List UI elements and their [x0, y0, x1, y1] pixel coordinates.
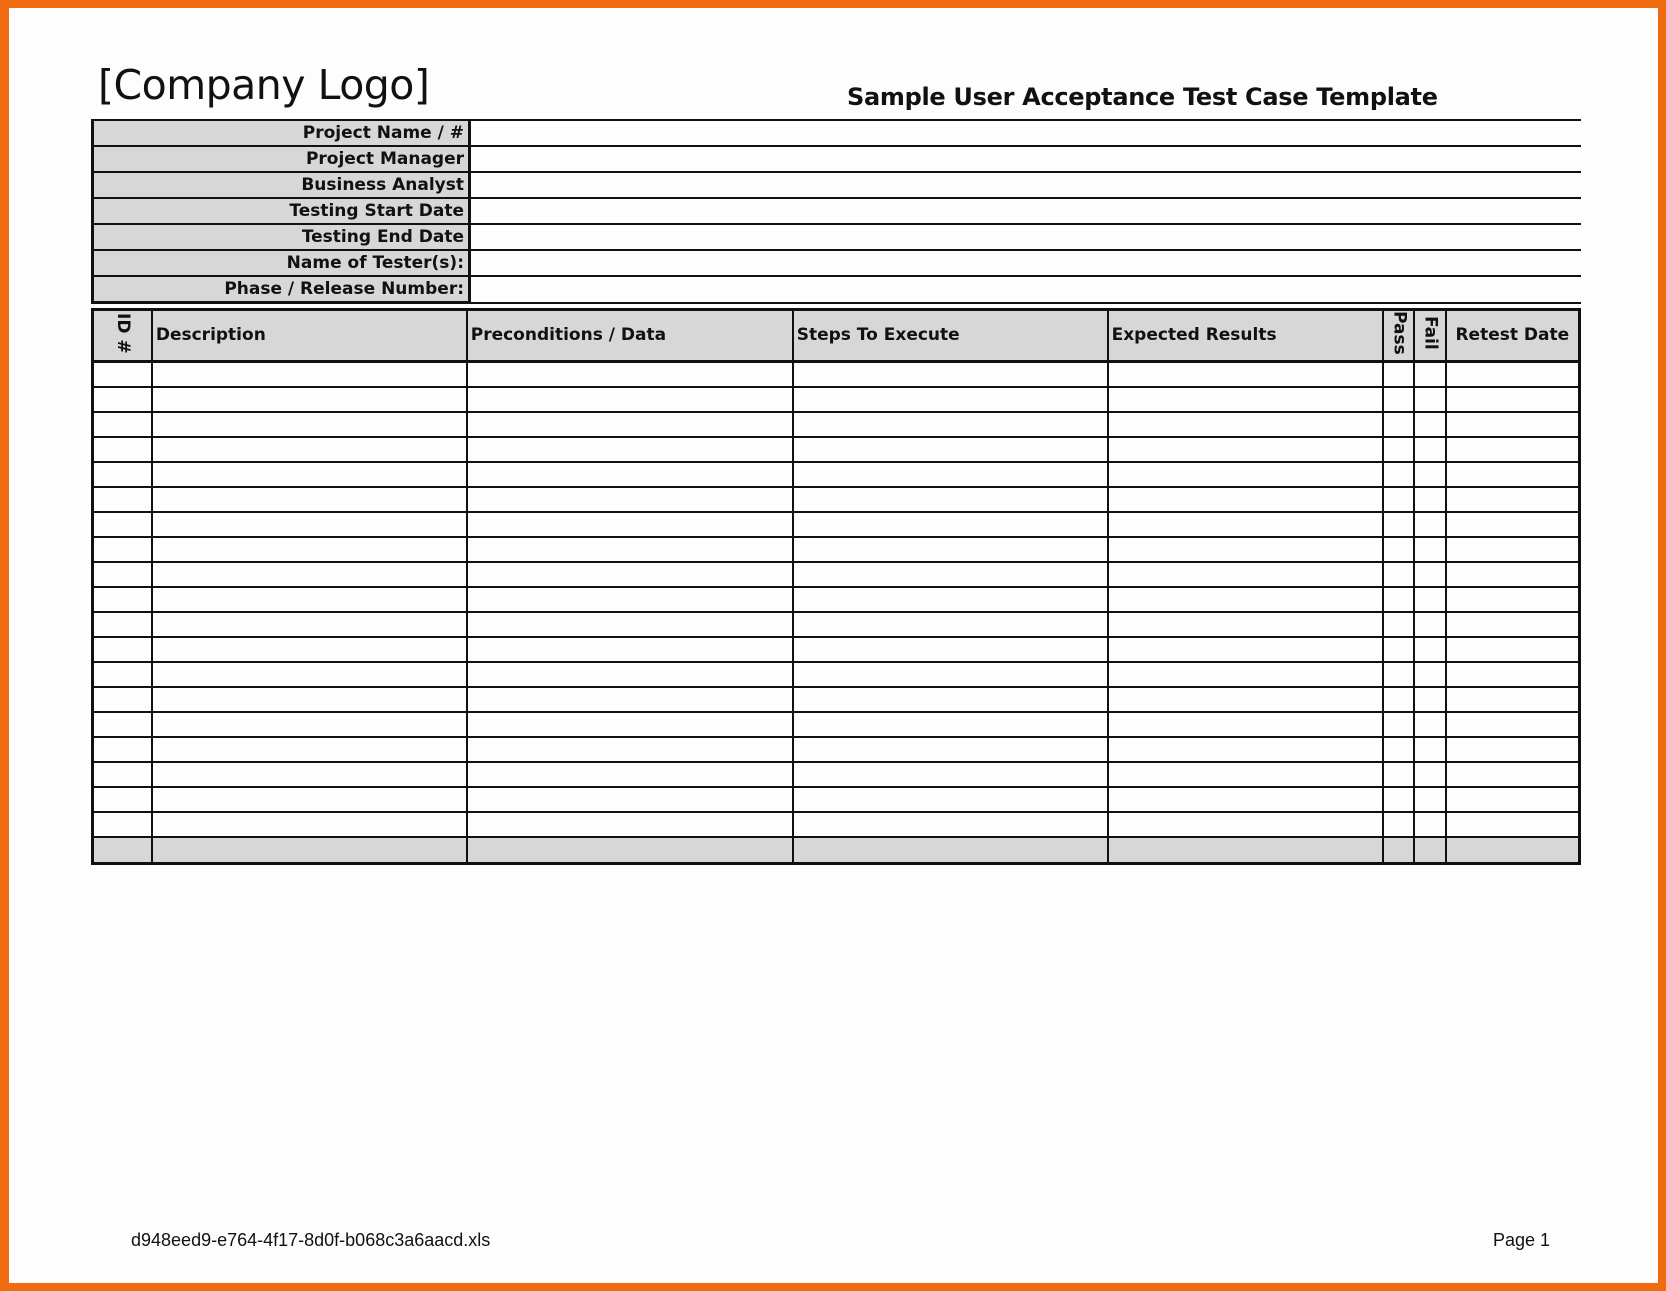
column-header-pass-label: Pass	[1389, 311, 1410, 355]
tester-names-label: Name of Tester(s):	[93, 250, 470, 276]
footer-filename: d948eed9-e764-4f17-8d0f-b068c3a6aacd.xls	[131, 1230, 491, 1250]
table-cell[interactable]	[152, 487, 467, 512]
column-header-fail-label: Fail	[1420, 315, 1441, 350]
table-row	[93, 787, 1580, 812]
table-cell[interactable]	[1108, 361, 1384, 387]
table-cell[interactable]	[1108, 762, 1384, 787]
table-cell[interactable]	[93, 687, 152, 712]
info-row	[93, 146, 1582, 172]
table-row	[93, 612, 1580, 637]
table-cell[interactable]	[152, 537, 467, 562]
table-cell[interactable]	[152, 662, 467, 687]
table-cell[interactable]	[1383, 462, 1414, 487]
table-cell[interactable]	[1446, 762, 1580, 787]
table-cell[interactable]	[1414, 637, 1445, 662]
worksheet-page	[9, 8, 1658, 1283]
table-cell[interactable]	[152, 687, 467, 712]
testing-end-date-field[interactable]	[470, 224, 1582, 250]
table-cell[interactable]	[793, 637, 1108, 662]
table-cell[interactable]	[793, 812, 1108, 837]
table-total-row	[93, 837, 1580, 864]
table-cell[interactable]	[793, 662, 1108, 687]
table-cell[interactable]	[1383, 512, 1414, 537]
column-header-expected-results: Expected Results	[1108, 310, 1384, 362]
table-cell[interactable]	[1414, 712, 1445, 737]
header-row	[93, 310, 1580, 362]
table-cell[interactable]	[467, 562, 793, 587]
table-cell[interactable]	[1383, 687, 1414, 712]
table-cell[interactable]	[1414, 737, 1445, 762]
table-cell[interactable]	[467, 787, 793, 812]
table-cell[interactable]	[1446, 662, 1580, 687]
table-cell[interactable]	[1108, 612, 1384, 637]
project-manager-label: Project Manager	[93, 146, 470, 172]
table-cell[interactable]	[1383, 837, 1414, 864]
table-cell[interactable]	[93, 737, 152, 762]
business-analyst-label: Business Analyst	[93, 172, 470, 198]
table-cell[interactable]	[1446, 812, 1580, 837]
table-cell[interactable]	[152, 762, 467, 787]
testing-start-date-field[interactable]	[470, 198, 1582, 224]
table-cell[interactable]	[793, 712, 1108, 737]
table-row	[93, 562, 1580, 587]
table-cell[interactable]	[152, 437, 467, 462]
table-cell[interactable]	[1414, 812, 1445, 837]
table-cell[interactable]	[1414, 361, 1445, 387]
table-cell[interactable]	[1108, 387, 1384, 412]
table-cell[interactable]	[467, 361, 793, 387]
table-cell[interactable]	[93, 387, 152, 412]
table-cell[interactable]	[1414, 762, 1445, 787]
table-cell[interactable]	[152, 462, 467, 487]
table-cell[interactable]	[93, 712, 152, 737]
table-cell[interactable]	[93, 587, 152, 612]
column-header-id-label: ID #	[112, 312, 133, 354]
table-cell[interactable]	[152, 361, 467, 387]
table-cell[interactable]	[1446, 537, 1580, 562]
testing-end-date-label: Testing End Date	[93, 224, 470, 250]
table-cell[interactable]	[93, 837, 152, 864]
table-cell[interactable]	[1414, 462, 1445, 487]
table-row	[93, 462, 1580, 487]
table-cell[interactable]	[1383, 387, 1414, 412]
table-cell[interactable]	[152, 412, 467, 437]
table-row	[93, 687, 1580, 712]
table-cell[interactable]	[467, 587, 793, 612]
table-cell[interactable]	[1383, 612, 1414, 637]
table-cell[interactable]	[93, 361, 152, 387]
table-cell[interactable]	[93, 487, 152, 512]
table-cell[interactable]	[1446, 412, 1580, 437]
table-cell[interactable]	[1414, 612, 1445, 637]
info-row	[93, 120, 1582, 146]
table-cell[interactable]	[1108, 412, 1384, 437]
info-row	[93, 198, 1582, 224]
table-cell[interactable]	[1383, 787, 1414, 812]
table-cell[interactable]	[1446, 361, 1580, 387]
table-cell[interactable]	[1383, 812, 1414, 837]
table-cell[interactable]	[152, 587, 467, 612]
table-cell[interactable]	[1446, 712, 1580, 737]
table-cell[interactable]	[1383, 562, 1414, 587]
table-cell[interactable]	[1446, 737, 1580, 762]
table-cell[interactable]	[1414, 837, 1445, 864]
table-cell[interactable]	[1446, 612, 1580, 637]
table-cell[interactable]	[1108, 512, 1384, 537]
table-row	[93, 537, 1580, 562]
table-cell[interactable]	[1414, 587, 1445, 612]
table-cell[interactable]	[93, 812, 152, 837]
table-cell[interactable]	[1446, 462, 1580, 487]
table-cell[interactable]	[1383, 412, 1414, 437]
table-cell[interactable]	[1414, 537, 1445, 562]
column-header-id	[93, 310, 152, 362]
table-cell[interactable]	[793, 487, 1108, 512]
table-cell[interactable]	[1414, 387, 1445, 412]
project-name-field[interactable]	[470, 120, 1582, 146]
table-cell[interactable]	[93, 437, 152, 462]
info-row	[93, 172, 1582, 198]
table-cell[interactable]	[152, 637, 467, 662]
table-cell[interactable]	[93, 562, 152, 587]
table-cell[interactable]	[152, 737, 467, 762]
table-cell[interactable]	[467, 812, 793, 837]
table-cell[interactable]	[467, 837, 793, 864]
table-cell[interactable]	[1383, 361, 1414, 387]
table-cell[interactable]	[1383, 437, 1414, 462]
table-cell[interactable]	[793, 587, 1108, 612]
table-cell[interactable]	[93, 612, 152, 637]
table-row	[93, 361, 1580, 387]
business-analyst-field[interactable]	[470, 172, 1582, 198]
table-cell[interactable]	[467, 712, 793, 737]
table-cell[interactable]	[1414, 412, 1445, 437]
table-row	[93, 437, 1580, 462]
table-cell[interactable]	[1414, 687, 1445, 712]
table-cell[interactable]	[152, 712, 467, 737]
table-cell[interactable]	[793, 512, 1108, 537]
table-cell[interactable]	[1446, 787, 1580, 812]
tester-names-field[interactable]	[470, 250, 1582, 276]
table-cell[interactable]	[1383, 587, 1414, 612]
table-cell[interactable]	[467, 537, 793, 562]
table-cell[interactable]	[467, 612, 793, 637]
table-cell[interactable]	[152, 612, 467, 637]
table-cell[interactable]	[1414, 562, 1445, 587]
table-cell[interactable]	[1446, 437, 1580, 462]
table-cell[interactable]	[793, 612, 1108, 637]
table-cell[interactable]	[1108, 737, 1384, 762]
table-cell[interactable]	[467, 462, 793, 487]
table-cell[interactable]	[152, 812, 467, 837]
table-row	[93, 662, 1580, 687]
table-cell[interactable]	[1108, 637, 1384, 662]
table-cell[interactable]	[1446, 387, 1580, 412]
table-cell[interactable]	[1383, 637, 1414, 662]
table-cell[interactable]	[1446, 562, 1580, 587]
table-cell[interactable]	[93, 787, 152, 812]
table-cell[interactable]	[467, 437, 793, 462]
table-cell[interactable]	[793, 787, 1108, 812]
table-row	[93, 487, 1580, 512]
table-row	[93, 412, 1580, 437]
table-row	[93, 762, 1580, 787]
project-name-label: Project Name / #	[93, 120, 470, 146]
table-cell[interactable]	[1446, 687, 1580, 712]
table-row	[93, 812, 1580, 837]
table-cell[interactable]	[1108, 487, 1384, 512]
table-cell[interactable]	[1108, 787, 1384, 812]
table-row	[93, 712, 1580, 737]
footer-page-number: Page 1	[1493, 1230, 1551, 1250]
info-row	[93, 276, 1582, 303]
table-cell[interactable]	[793, 361, 1108, 387]
table-row	[93, 587, 1580, 612]
table-row	[93, 737, 1580, 762]
phase-release-field[interactable]	[470, 276, 1582, 303]
table-cell[interactable]	[1446, 512, 1580, 537]
table-cell[interactable]	[467, 687, 793, 712]
table-cell[interactable]	[1108, 662, 1384, 687]
table-cell[interactable]	[793, 562, 1108, 587]
table-cell[interactable]	[1446, 487, 1580, 512]
table-cell[interactable]	[793, 762, 1108, 787]
table-cell[interactable]	[93, 662, 152, 687]
phase-release-label: Phase / Release Number:	[93, 276, 470, 303]
column-header-preconditions: Preconditions / Data	[467, 310, 793, 362]
document-title: Sample User Acceptance Test Case Template	[847, 83, 1438, 111]
table-cell[interactable]	[467, 487, 793, 512]
table-cell[interactable]	[467, 762, 793, 787]
table-cell[interactable]	[93, 412, 152, 437]
table-cell[interactable]	[793, 737, 1108, 762]
table-cell[interactable]	[1108, 587, 1384, 612]
table-cell[interactable]	[467, 737, 793, 762]
table-row	[93, 512, 1580, 537]
table-cell[interactable]	[467, 412, 793, 437]
table-cell[interactable]	[793, 437, 1108, 462]
table-cell[interactable]	[1414, 437, 1445, 462]
table-cell[interactable]	[1108, 462, 1384, 487]
table-cell[interactable]	[793, 412, 1108, 437]
table-cell[interactable]	[93, 762, 152, 787]
table-cell[interactable]	[793, 837, 1108, 864]
column-header-retest-date: Retest Date	[1446, 310, 1580, 362]
info-row	[93, 250, 1582, 276]
table-cell[interactable]	[793, 687, 1108, 712]
table-cell[interactable]	[93, 462, 152, 487]
column-header-steps: Steps To Execute	[793, 310, 1108, 362]
table-cell[interactable]	[793, 537, 1108, 562]
table-cell[interactable]	[467, 662, 793, 687]
column-header-fail	[1414, 310, 1445, 362]
table-cell[interactable]	[1446, 637, 1580, 662]
company-logo-placeholder: [Company Logo]	[98, 61, 430, 109]
table-cell[interactable]	[793, 462, 1108, 487]
table-cell[interactable]	[152, 562, 467, 587]
table-cell[interactable]	[1414, 787, 1445, 812]
table-cell[interactable]	[793, 387, 1108, 412]
table-cell[interactable]	[1108, 812, 1384, 837]
table-row	[93, 637, 1580, 662]
table-cell[interactable]	[1383, 737, 1414, 762]
table-cell[interactable]	[1414, 487, 1445, 512]
table-cell[interactable]	[1108, 687, 1384, 712]
table-cell[interactable]	[1108, 437, 1384, 462]
table-row	[93, 387, 1580, 412]
table-cell[interactable]	[93, 537, 152, 562]
table-cell[interactable]	[152, 387, 467, 412]
table-cell[interactable]	[467, 512, 793, 537]
table-cell[interactable]	[1108, 537, 1384, 562]
table-cell[interactable]	[152, 787, 467, 812]
column-header-description: Description	[152, 310, 467, 362]
table-cell[interactable]	[152, 837, 467, 864]
table-cell[interactable]	[1446, 587, 1580, 612]
table-cell[interactable]	[1414, 512, 1445, 537]
table-cell[interactable]	[1383, 762, 1414, 787]
table-cell[interactable]	[467, 387, 793, 412]
project-info-table	[91, 119, 1581, 304]
table-cell[interactable]	[1108, 837, 1384, 864]
column-header-pass	[1383, 310, 1414, 362]
testing-start-date-label: Testing Start Date	[93, 198, 470, 224]
table-cell[interactable]	[1108, 562, 1384, 587]
info-row	[93, 224, 1582, 250]
project-manager-field[interactable]	[470, 146, 1582, 172]
table-cell[interactable]	[1414, 662, 1445, 687]
table-cell[interactable]	[93, 512, 152, 537]
test-case-rows	[93, 361, 1580, 863]
table-cell[interactable]	[1383, 662, 1414, 687]
table-cell[interactable]	[1383, 487, 1414, 512]
test-case-table	[91, 308, 1581, 865]
table-cell[interactable]	[93, 637, 152, 662]
table-cell[interactable]	[152, 512, 467, 537]
table-cell[interactable]	[1383, 712, 1414, 737]
table-cell[interactable]	[1383, 537, 1414, 562]
table-cell[interactable]	[1108, 712, 1384, 737]
table-cell[interactable]	[1446, 837, 1580, 864]
table-cell[interactable]	[467, 637, 793, 662]
